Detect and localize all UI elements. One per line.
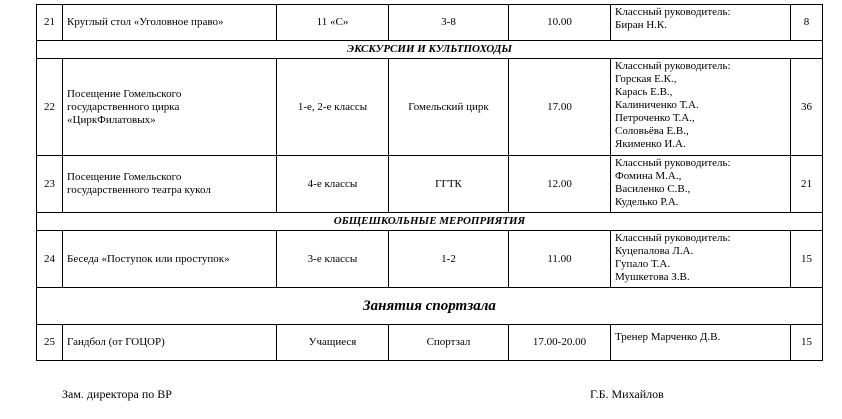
responsible-cell xyxy=(611,156,791,213)
section-title: ОБЩЕШКОЛЬНЫЕ МЕРОПРИЯТИЯ xyxy=(37,213,823,231)
count-cell: 8 xyxy=(791,5,823,41)
table-row xyxy=(37,156,823,213)
event-line: Беседа «Поступок или проступок» xyxy=(67,252,230,265)
row-number: 23 xyxy=(37,156,63,213)
table-row xyxy=(37,59,823,156)
section-row xyxy=(37,41,823,59)
time-cell: 12.00 xyxy=(509,156,611,213)
responsible-line: Классный руководитель: xyxy=(615,232,731,244)
responsible-line: Якименко И.А. xyxy=(615,138,686,150)
table-row xyxy=(37,325,823,361)
time-cell: 17.00-20.00 xyxy=(509,325,611,361)
row-number: 21 xyxy=(37,5,63,41)
event-line: государственного цирка xyxy=(67,100,180,113)
count-cell: 15 xyxy=(791,325,823,361)
responsible-cell xyxy=(611,231,791,288)
event-line: Круглый стол «Уголовное право» xyxy=(67,16,224,28)
row-number: 22 xyxy=(37,59,63,156)
row-number: 24 xyxy=(37,231,63,288)
participants-cell: 4-е классы xyxy=(277,156,389,213)
table-row xyxy=(37,231,823,288)
event-cell xyxy=(63,231,277,288)
event-line: Гандбол (от ГОЦОР) xyxy=(67,336,165,348)
participants-cell: 1-е, 2-е классы xyxy=(277,59,389,156)
responsible-line: Василенко С.В., xyxy=(615,183,691,195)
section-title: ЭКСКУРСИИ И КУЛЬТПОХОДЫ xyxy=(37,41,823,59)
place-cell: 1-2 xyxy=(389,231,509,288)
table-row xyxy=(37,5,823,41)
event-cell xyxy=(63,59,277,156)
place-cell: Гомельский цирк xyxy=(389,59,509,156)
count-cell: 21 xyxy=(791,156,823,213)
section-row xyxy=(37,213,823,231)
time-cell: 17.00 xyxy=(509,59,611,156)
responsible-line: Классный руководитель: xyxy=(615,157,731,169)
participants-cell: 3-е классы xyxy=(277,231,389,288)
event-cell xyxy=(63,325,277,361)
responsible-line: Карась Е.В., xyxy=(615,86,673,98)
place-cell: ГГТК xyxy=(389,156,509,213)
responsible-line: Горская Е.К., xyxy=(615,73,677,85)
responsible-line: Тренер Марченко Д.В. xyxy=(615,331,721,343)
footer-position: Зам. директора по ВР xyxy=(62,387,172,401)
event-cell xyxy=(63,5,277,41)
responsible-line: Куцепалова Л.А. xyxy=(615,245,694,257)
responsible-line: Классный руководитель: xyxy=(615,6,731,18)
footer-signature: Г.Б. Михайлов xyxy=(590,387,664,401)
event-line: Посещение Гомельского xyxy=(67,87,182,100)
event-line: государственного театра кукол xyxy=(67,184,211,196)
time-cell: 10.00 xyxy=(509,5,611,41)
responsible-line: Биран Н.К. xyxy=(615,19,668,31)
schedule-table xyxy=(36,4,823,361)
section-row xyxy=(37,288,823,325)
count-cell: 36 xyxy=(791,59,823,156)
responsible-cell xyxy=(611,59,791,156)
responsible-line: Мушкетова З.В. xyxy=(615,271,690,283)
place-cell: 3-8 xyxy=(389,5,509,41)
responsible-line: Соловьёва Е.В., xyxy=(615,125,689,137)
responsible-line: Калиниченко Т.А. xyxy=(615,99,699,111)
event-cell xyxy=(63,156,277,213)
responsible-line: Гупало Т.А. xyxy=(615,258,671,270)
participants-cell: 11 «С» xyxy=(277,5,389,41)
section-title: Занятия спортзала xyxy=(37,288,823,325)
responsible-line: Куделько Р.А. xyxy=(615,196,679,208)
place-cell: Спортзал xyxy=(389,325,509,361)
row-number: 25 xyxy=(37,325,63,361)
responsible-line: Фомина М.А., xyxy=(615,170,682,182)
count-cell: 15 xyxy=(791,231,823,288)
responsible-line: Петроченко Т.А., xyxy=(615,112,695,124)
responsible-cell xyxy=(611,5,791,41)
responsible-cell xyxy=(611,325,791,361)
participants-cell: Учащиеся xyxy=(277,325,389,361)
responsible-line: Классный руководитель: xyxy=(615,60,731,72)
event-line: Посещение Гомельского xyxy=(67,171,182,183)
time-cell: 11.00 xyxy=(509,231,611,288)
event-line: «ЦиркФилатовых» xyxy=(67,113,156,126)
